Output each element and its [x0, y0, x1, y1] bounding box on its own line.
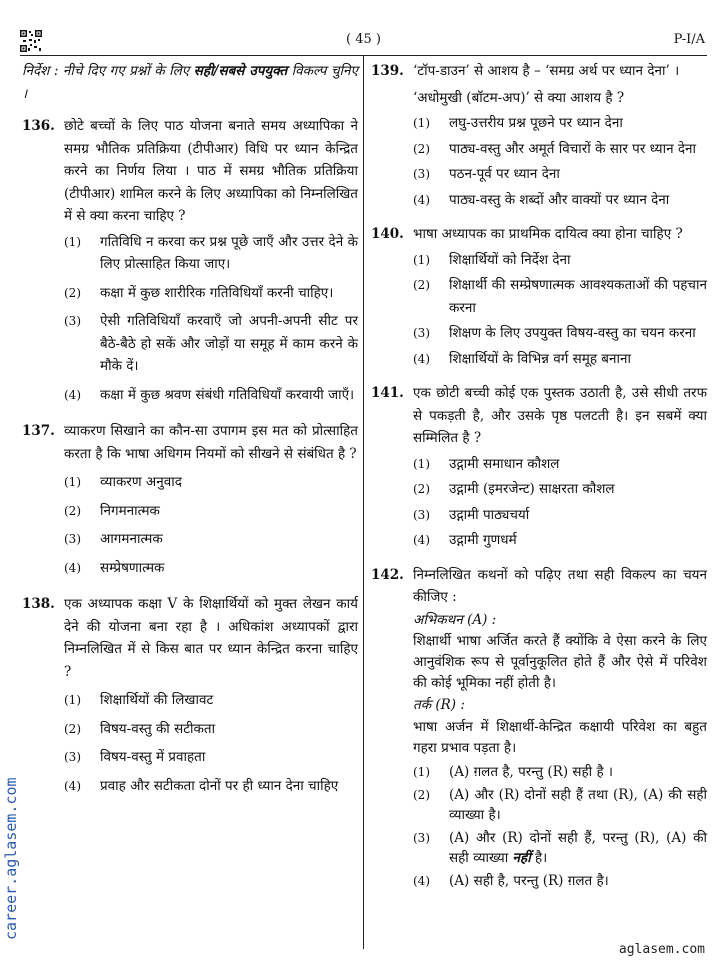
question-number: 141. [371, 385, 404, 401]
left-column [22, 60, 358, 800]
assertion-label: अभिकथन (A) : [413, 611, 497, 628]
option-2[interactable]: (2) उद्गामी (इमरजेन्ट) साक्षरता कौशल [413, 481, 615, 497]
footer-watermark: aglasem.com [618, 942, 705, 957]
paper-code: P-I/A [673, 32, 705, 47]
option-1[interactable]: (1) गतिविधि न करवा कर प्रश्न पूछे जाएँ और उत्तर देने के लिए प्रोत्साहित किया जाए। [64, 233, 358, 272]
question-137 [22, 420, 358, 579]
question-text: निम्नलिखित कथनों को पढ़िए तथा सही विकल्प का चयन कीजिए : [413, 566, 707, 605]
question-subtext: ‘अधोमुखी (बॉटम-अप)’ से क्या आशय है ? [413, 89, 625, 106]
side-watermark: career.aglasem.com [2, 777, 20, 940]
right-column [371, 60, 707, 894]
option-4[interactable]: (4) (A) सही है, परन्तु (R) ग़लत है। [413, 872, 609, 889]
option-3[interactable]: (3) विषय-वस्तु में प्रवाहता [64, 749, 206, 765]
question-text: एक छोटी बच्ची कोई एक पुस्तक उठाती है, उसे सीधी तरफ से पकड़ती है, और उसके पृष्ठ पलटती है। इन सबमें क्या सम्मिलित है ? [413, 385, 707, 446]
question-number: 136. [22, 118, 55, 134]
option-2[interactable]: (2) पाठ्य-वस्तु और अमूर्त विचारों के सार पर ध्यान देना [413, 140, 697, 157]
column-divider [363, 55, 364, 949]
question-136 [22, 115, 358, 406]
question-text: व्याकरण सिखाने का कौन-सा उपागम इस मत को प्रोत्साहित करता है कि भाषा अधिगम नियमों को सीखने से संबंधित है ? [64, 423, 358, 462]
option-2[interactable]: (2) शिक्षार्थी की सम्प्रेषणात्मक आवश्यकताओं की पहचान करना [413, 277, 707, 316]
question-text: ‘टॉप-डाउन’ से आशय है – ‘समग्र अर्थ पर ध्यान देना’ । [413, 63, 680, 79]
instruction: निर्देश : नीचे दिए गए प्रश्नों के लिए सही/सबसे उपयुक्त विकल्प चुनिए । [22, 63, 358, 102]
question-text: एक अध्यापक कक्षा V के शिक्षार्थियों को मुक्त लेखन कार्य देने की योजना बना रहा है । अधिकांश अध्यापकों द्वारा निम्नलिखित में से किस बात पर ध्यान केन्द्रित करना चाहिए ? [64, 596, 358, 680]
option-2[interactable]: (2) कक्षा में कुछ शारीरिक गतिविधियाँ करनी चाहिए। [64, 284, 334, 301]
question-number: 139. [371, 63, 404, 79]
option-1[interactable]: (1) लघु-उत्तरीय प्रश्न पूछने पर ध्यान देना [413, 115, 623, 131]
option-1[interactable]: (1) व्याकरण अनुवाद [64, 474, 182, 490]
option-2[interactable]: (2) विषय-वस्तु की सटीकता [64, 720, 216, 737]
option-1[interactable]: (1) उद्गामी समाधान कौशल [413, 455, 560, 472]
page-number: ( 45 ) [346, 32, 381, 47]
option-1[interactable]: (1) शिक्षार्थियों की लिखावट [64, 692, 214, 708]
option-2[interactable]: (2) निगमनात्मक [64, 502, 160, 519]
option-1[interactable]: (1) शिक्षार्थियों को निर्देश देना [413, 251, 571, 268]
question-text: छोटे बच्चों के लिए पाठ योजना बनाते समय अध्यापिका ने समग्र भौतिक प्रतिक्रिया (टीपीआर) विधि पर ध्यान केन्द्रित करने का निर्णय लिया । पाठ में समग्र भौतिक प्रतिक्रिया (टीपीआर) शामिल करने के लिए अध्यापिका को निम्नलिखित में से क्या करना चाहिए ? [64, 118, 358, 224]
question-141 [371, 382, 707, 552]
question-140 [371, 223, 707, 370]
reason-label: तर्क (R) : [413, 697, 465, 713]
assertion-text: शिक्षार्थी भाषा अर्जित करते हैं क्योंकि वे ऐसा करने के लिए आनुवंशिक रूप से पूर्वानुकूलित होते हैं और ऐसे में परिवेश की कोई भूमिका नहीं होती है। [413, 633, 707, 691]
option-1[interactable]: (1) (A) ग़लत है, परन्तु (R) सही है । [413, 763, 614, 780]
option-4[interactable]: (4) प्रवाह और सटीकता दोनों पर ही ध्यान देना चाहिए [64, 777, 339, 794]
option-3[interactable]: (3) ऐसी गतिविधियाँ करवाएँ जो अपनी-अपनी सीट पर बैठे-बैठे हो सकें और जोड़ों या समूह में काम करने के मौके दें। [64, 313, 358, 374]
option-2[interactable]: (2) (A) और (R) दोनों सही हैं तथा (R), (A) की सही व्याख्या है। [413, 786, 707, 823]
option-3[interactable]: (3) उद्गामी पाठ्यचर्या [413, 506, 530, 523]
option-4[interactable]: (4) पाठ्य-वस्तु के शब्दों और वाक्यों पर ध्यान देना [413, 191, 670, 208]
option-4[interactable]: (4) सम्प्रेषणात्मक [64, 559, 165, 576]
option-4[interactable]: (4) शिक्षार्थियों के विभिन्न वर्ग समूह बनाना [413, 350, 631, 367]
question-number: 137. [22, 423, 55, 439]
option-3[interactable]: (3) (A) और (R) दोनों सही हैं, परन्तु (R), (A) की सही व्याख्या नहीं है। [413, 829, 707, 866]
option-3[interactable]: (3) आगमनात्मक [64, 531, 163, 547]
reason-text: भाषा अर्जन में शिक्षार्थी-केन्द्रित कक्षायी परिवेश का बहुत गहरा प्रभाव पड़ता है। [413, 718, 707, 756]
question-number: 140. [371, 226, 404, 242]
option-3[interactable]: (3) पठन-पूर्व पर ध्यान देना [413, 166, 560, 182]
question-number: 138. [22, 596, 55, 612]
question-text: भाषा अध्यापक का प्राथमिक दायित्व क्या होना चाहिए ? [413, 226, 683, 242]
question-139 [371, 60, 707, 211]
option-4[interactable]: (4) उद्गामी गुणधर्म [413, 532, 517, 548]
question-138 [22, 593, 358, 797]
option-3[interactable]: (3) शिक्षण के लिए उपयुक्त विषय-वस्तु का चयन करना [413, 325, 696, 341]
option-4[interactable]: (4) कक्षा में कुछ श्रवण संबंधी गतिविधियाँ करवायी जाएँ। [64, 386, 355, 403]
question-142 [371, 564, 707, 891]
question-number: 142. [371, 566, 404, 583]
